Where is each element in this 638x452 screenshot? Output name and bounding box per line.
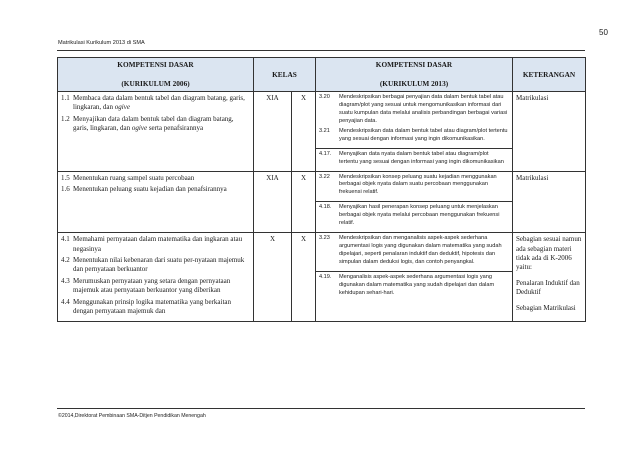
header-kd-2006-title: KOMPETENSI DASAR [117,60,194,70]
kd-text-italic: ogive [131,124,148,133]
kd-text-tail: serta penafsirannya [147,124,204,133]
kd-2013-group [316,271,512,302]
kd-text: Menyajikan data nyata dalam bentuk tabel atau diagram/plot tertentu yang sesuai dengan informasi yang ingin dikomunikasikan [339,150,504,165]
cell-kelas-2013: X [292,171,316,233]
cell-kd-2006 [58,233,254,322]
kd-text: Mendeskripsikan berbagai penyajian data dalam bentuk tabel atau diagram/plot yang sesuai untuk mengomunikasikan informasi dari suatu kumpulan data melalui analisis perbandingan berbagai variasi penyajian data. [339,94,508,124]
kd-number: 4.19. [319,273,332,280]
kd-2013-group [316,201,512,232]
kd-2006-item [61,256,250,275]
cell-kd-2006 [58,171,254,233]
kd-text-main: Menentukan peluang suatu kejadian dan penafsirannya [73,184,227,193]
cell-kelas-2013: X [292,92,316,172]
footer-rule [57,408,585,409]
kd-number: 3.23 [319,235,330,242]
kd-2013-item [319,94,509,126]
kd-text [73,115,250,134]
kd-text-main: Menentukan nilai kebenaran dari suatu per-nyataan majemuk dan pernyataan berkuantor [73,256,245,274]
cell-keterangan [513,233,586,322]
kd-text [73,235,250,254]
kd-text: Menganalisis aspek-aspek sederhana argumentasi logis yang digunakan dalam matematika yang sudah dipelajari dan dalam kehidupan sehari-hari. [339,273,495,296]
kd-text [73,277,250,296]
competency-table [57,57,586,322]
cell-kelas-2006: X [254,233,292,322]
kd-text [73,94,250,113]
header-kd-2006 [58,58,254,92]
kd-text-italic: ogive [114,103,130,112]
header-kd-2013 [316,58,513,92]
cell-kd-2006 [58,92,254,172]
header-kd-2006-subtitle: (KURIKULUM 2006) [121,79,190,88]
kd-number: 4.2 [61,256,70,264]
cell-kd-2013 [316,233,513,322]
keterangan-text: Sebagian Matrikulasi [516,303,576,312]
kd-text [73,256,250,275]
kd-text-main: Menggunakan prinsip logika matematika yang berkaitan dengan pernyataan majemuk dan [73,297,232,316]
cell-kd-2013 [316,92,513,172]
kd-2006-item [61,185,250,194]
kd-text: Mendeskripsikan dan menganalisis aspek-aspek sederhana argumentasi logis yang digunakan dalam matematika yang sudah dipelajari, seperti penalaran induktif dan deduktif, hipotesis dan simpulan dalam deduksi logis, dan contoh penyangkal. [339,235,502,265]
kd-text: Menyajikan hasil penerapan konsep peluang untuk menjelaskan berbagai objek nyata melalui percobaan menggunakan frekuensi relatif. [339,204,500,227]
kd-2006-item [61,115,250,134]
kd-text-main: Menyajikan data dalam bentuk tabel dan diagram batang, garis, lingkaran, dan [73,114,234,133]
kd-2013-group [316,148,512,171]
cell-kelas-2006: XIA [254,171,292,233]
cell-kelas-2013: X [292,233,316,322]
kd-2013-item [319,204,509,228]
kd-number: 3.22 [319,173,330,180]
header-rule [57,50,585,51]
kd-2006-list [61,174,250,195]
table-header-row [58,58,586,92]
kd-number: 1.2 [61,114,70,123]
kd-text: Mendeskripsikan konsep peluang suatu kejadian menggunakan berbagai objek nyata dalam suatu percobaan menggunakan frekuensi relatif. [339,173,497,196]
cell-kd-2013 [316,171,513,233]
kd-2006-list [61,235,250,317]
kd-2013-group [316,92,512,148]
keterangan-text: Matrikulasi [516,173,549,182]
running-footer: ©2014,Direktorat Pembinaan SMA-Ditjen Pendidikan Menengah [58,413,206,419]
kd-2006-item [61,94,250,113]
kd-2013-group [316,233,512,271]
table-row [58,233,586,322]
header-kd-2013-title: KOMPETENSI DASAR [375,60,453,70]
cell-keterangan [513,92,586,172]
kd-2013-group [316,172,512,202]
kd-number: 3.21 [319,127,330,134]
kd-number: 1.6 [61,184,70,193]
table-row [58,171,586,233]
running-header: Matrikulasi Kurikulum 2013 di SMA [58,40,145,46]
kd-text [73,185,250,194]
header-keterangan: KETERANGAN [513,58,586,92]
kd-2013-item [319,235,509,267]
kd-number: 1.1 [61,94,70,102]
kd-number: 4.1 [61,235,70,244]
kd-text [73,298,250,317]
cell-keterangan [513,171,586,233]
kd-text [73,174,250,183]
kd-text-main: Membaca data dalam bentuk tabel dan diagram batang, garis, lingkaran, dan [73,94,245,112]
kd-text-main: Memahami pernyataan dalam matematika dan ingkaran atau negasinya [73,235,243,253]
kd-2013-item [319,151,509,167]
kd-number: 3.20 [319,94,330,100]
kd-text-main: Menentukan ruang sampel suatu percobaan [73,173,195,182]
kd-number: 4.18. [319,204,332,211]
table-body [58,92,586,322]
kd-2006-item [61,298,250,317]
kd-2013-item [319,274,509,298]
kd-text: Mendeskripsikan data dalam bentuk tabel atau diagram/plot tertentu yang sesuai dengan informasi yang ingin dikomunikasikan. [339,127,508,142]
kd-number: 1.5 [61,173,70,182]
kd-2006-item [61,235,250,254]
header-kd-2013-subtitle: (KURIKULUM 2013) [379,79,449,88]
table-row [58,92,586,172]
page-number: 50 [599,28,608,37]
kd-2006-item [61,174,250,183]
header-kelas: KELAS [254,58,316,92]
kd-2006-list [61,94,250,134]
cell-kelas-2006: XIA [254,92,292,172]
kd-number: 4.17. [319,150,332,157]
kd-2006-item [61,277,250,296]
kd-number: 4.4 [61,297,70,306]
keterangan-text: Sebagian sesuai namun ada sebagian materi tidak ada di K-2006 yaitu: [516,235,582,272]
kd-2013-item [319,174,509,198]
kd-number: 4.3 [61,276,70,285]
kd-2013-item [319,128,509,144]
keterangan-text: Matrikulasi [516,94,549,102]
kd-text-main: Merumuskan pernyataan yang setara dengan pernyataan majemuk atau pernyataan berkuantor yang diberikan [73,276,231,295]
keterangan-text: Penalaran Induktif dan Deduktif [516,278,580,297]
